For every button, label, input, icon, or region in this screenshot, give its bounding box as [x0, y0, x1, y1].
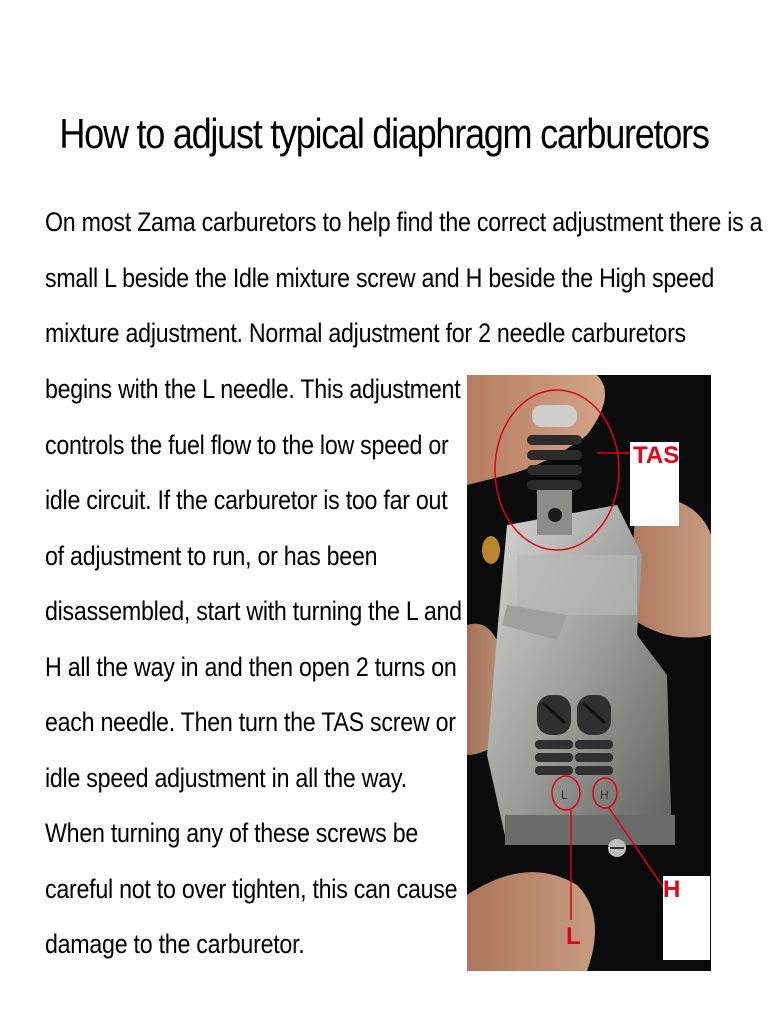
paragraph-line: begins with the L needle. This adjustment	[45, 374, 461, 404]
paragraph-line: idle circuit. If the carburetor is too far out	[45, 485, 448, 515]
page-title: How to adjust typical diaphragm carburetors	[59, 110, 709, 157]
h-label	[663, 876, 710, 960]
h-label-text: H	[663, 876, 681, 903]
paragraph-line: damage to the carburetor.	[45, 929, 305, 959]
carburetor-photo	[467, 375, 711, 971]
paragraph-line: On most Zama carburetors to help find the correct adjustment there is a	[45, 207, 763, 237]
paragraph-line: controls the fuel flow to the low speed or	[45, 430, 449, 460]
paragraph-line: mixture adjustment. Normal adjustment for 2 needle carburetors	[45, 318, 686, 348]
paragraph-line: disassembled, start with turning the L and	[45, 596, 462, 626]
paragraph-line: idle speed adjustment in all the way.	[45, 763, 407, 793]
small-h-mark: H	[600, 788, 609, 802]
paragraph-line: of adjustment to run, or has been	[45, 541, 378, 571]
paragraph-line: When turning any of these screws be	[45, 818, 419, 848]
l-label	[566, 923, 588, 961]
paragraph-line: small L beside the Idle mixture screw and H beside the High speed	[45, 263, 715, 293]
tas-label-text: TAS	[633, 442, 680, 469]
paragraph-line: careful not to over tighten, this can cause	[45, 874, 458, 904]
small-l-mark: L	[561, 788, 568, 802]
tas-label	[630, 442, 679, 526]
paragraph-line: H all the way in and then open 2 turns on	[45, 652, 457, 682]
l-label-text: L	[566, 923, 581, 950]
paragraph-line: each needle. Then turn the TAS screw or	[45, 707, 456, 737]
